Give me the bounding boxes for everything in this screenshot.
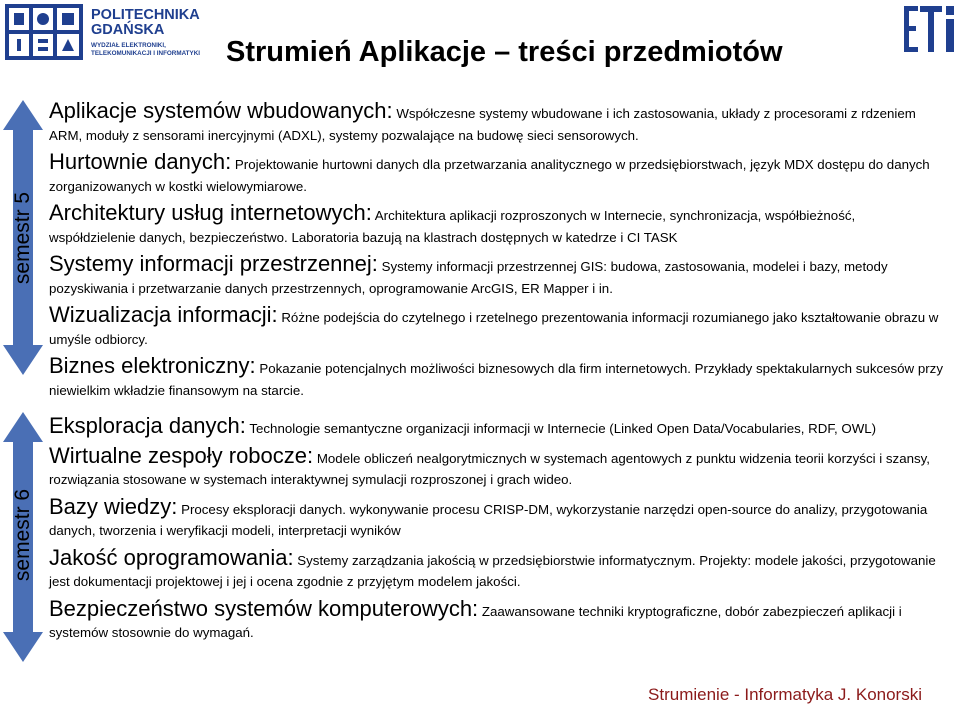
course-entry: [49, 545, 944, 593]
course-entry: [49, 302, 944, 350]
university-name: POLITECHNIKA GDAŃSKA: [91, 7, 200, 38]
course-entry: [49, 251, 944, 299]
course-description: Zaawansowane techniki kryptograficzne, dobór zabezpieczeń aplikacji i systemów stosownie do wymagań.: [49, 603, 902, 640]
department-name: WYDZIAŁ ELEKTRONIKI, TELEKOMUNIKACJI I INFORMATYKI: [91, 42, 201, 57]
course-name: Architektury usług internetowych:: [49, 200, 372, 225]
course-name: Bazy wiedzy:: [49, 493, 178, 519]
course-description: Pokazanie potencjalnych możliwości biznesowych dla firm internetowych. Przykłady spektakularnych sukcesów przy niewielkim wkładzie finansowym na starcie.: [49, 361, 943, 398]
course-name: Jakość oprogramowania:: [49, 544, 294, 570]
course-description: Technologie semantyczne organizacji informacji w Internecie (Linked Open Data/Vocabularies, RDF, OWL): [249, 421, 877, 436]
course-description: Architektura aplikacji rozproszonych w Internecie, synchronizacja, współbieżność, współdzielenie danych, bezpieczeństwo. Laboratoria bazują na klastrach dostępnych w katedrze i CI TASK: [49, 208, 856, 245]
course-entry: [49, 443, 944, 491]
course-entry: [49, 413, 944, 440]
course-description: Modele obliczeń nealgorytmicznych w systemach agentowych z punktu widzenia teorii korzyści i szansy, rozwiązania stosowane w systemach interaktywnej symulacji rozproszonej i grach wideo.: [49, 450, 930, 487]
semester-5-label: semestr 5: [11, 191, 34, 285]
course-entry: [49, 98, 944, 146]
semester-5-course-list: [49, 98, 944, 404]
course-description: Procesy eksploracji danych. wykonywanie procesu CRISP-DM, wykorzystanie narzędzi open-source do analizy, przygotowania danych, tworzenia i weryfikacji modeli, interpretacji wyników: [49, 501, 928, 538]
course-description: Projektowanie hurtowni danych dla przetwarzania analitycznego w przedsiębiorstwach, język MDX dostępu do danych zorganizowanych w kostki wielowymiarowe.: [49, 157, 930, 194]
course-name: Hurtownie danych:: [49, 149, 232, 174]
politechnika-gdanska-logo: [5, 4, 205, 60]
course-entry: [49, 353, 944, 401]
course-name: Wirtualne zespoły robocze:: [49, 442, 314, 468]
course-name: Systemy informacji przestrzennej:: [49, 251, 378, 276]
semester-6-label: semestr 6: [11, 488, 34, 582]
course-description: Systemy informacji przestrzennej GIS: budowa, zastosowania, modelei i bazy, metody pozyskiwania i przetwarzanie danych przestrzennych, oprogramowanie ArcGIS, ER Mapper i in.: [49, 259, 888, 296]
course-name: Wizualizacja informacji:: [49, 302, 278, 327]
course-name: Biznes elektroniczny:: [49, 353, 256, 378]
university-crest-icon: [5, 4, 83, 60]
course-name: Eksploracja danych:: [49, 413, 246, 438]
course-entry: [49, 596, 944, 644]
semester-5-arrow: [3, 100, 43, 375]
semester-6-arrow: [3, 412, 43, 662]
page-title: Strumień Aplikacje – treści przedmiotów: [226, 36, 783, 68]
course-name: Aplikacje systemów wbudowanych:: [49, 98, 393, 123]
course-entry: [49, 494, 944, 542]
course-entry: [49, 149, 944, 197]
course-description: Systemy zarządzania jakością w przedsiębiorstwie informatycznym. Projekty: modele jakości, przygotowanie jest dokumentacji projektowej i jej i ocena zgodnie z przyjętym modelem jakości.: [49, 552, 936, 589]
course-description: Różne podejścia do czytelnego i rzetelnego prezentowania informacji rozumianego jako kształtowanie obrazu w umyśle odbiorcy.: [49, 310, 939, 347]
eti-logo: [902, 2, 958, 56]
course-entry: [49, 200, 944, 248]
course-name: Bezpieczeństwo systemów komputerowych:: [49, 595, 479, 621]
course-description: Współczesne systemy wbudowane i ich zastosowania, układy z procesorami z rdzeniem ARM, moduły z sensorami inercyjnymi (ADXL), systemy pozwalające na budowę sieci sensorowych.: [49, 106, 916, 143]
semester-6-course-list: [49, 413, 944, 647]
footer-credit: Strumienie - Informatyka J. Konorski: [648, 685, 922, 704]
